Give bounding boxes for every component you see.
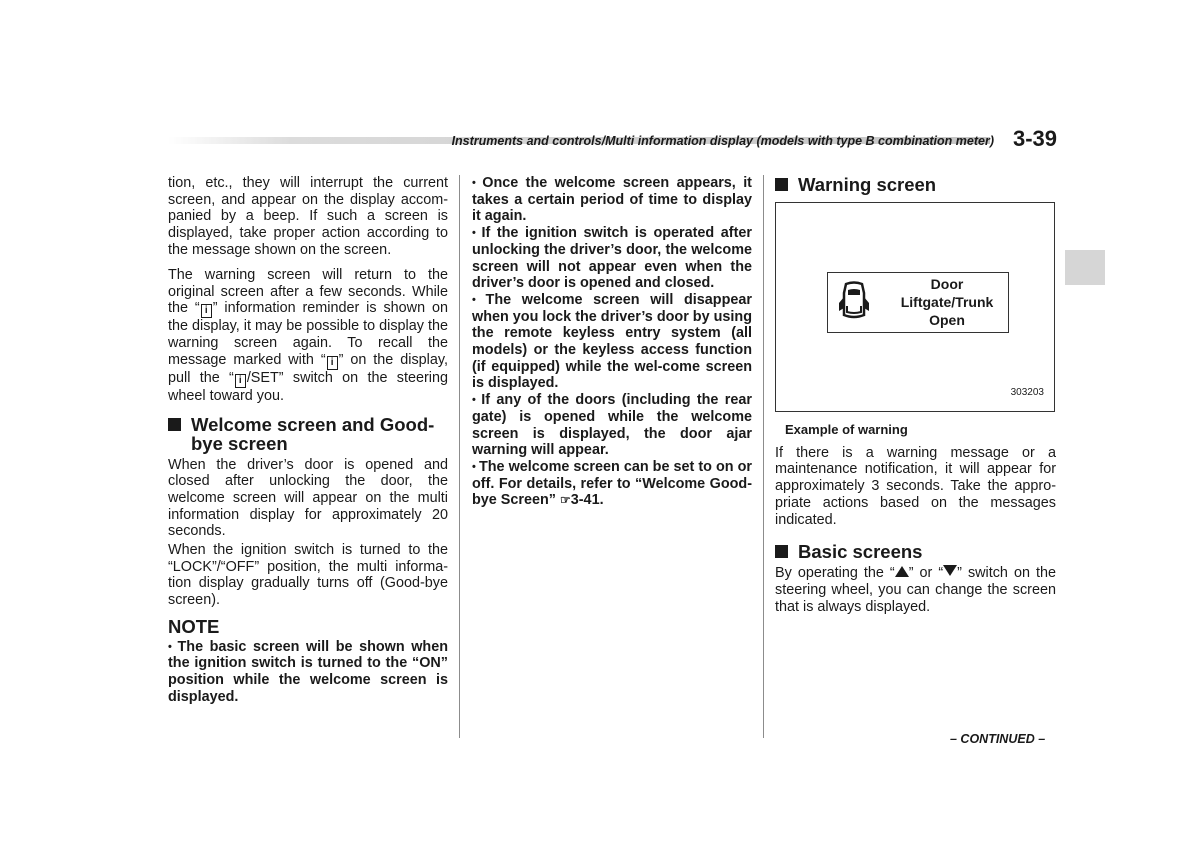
- page-reference-icon: ☞: [560, 493, 571, 508]
- section-heading-warning: [775, 175, 1056, 194]
- column-divider: [763, 175, 764, 738]
- warning-line: Open: [929, 312, 965, 328]
- text-run: ” switch on the steering wheel, you can change the screen that is always displayed.: [775, 565, 1056, 615]
- text-run: The warning screen will return to the original screen after a few seconds. While the “: [168, 267, 448, 317]
- page-number: 3-39: [1013, 126, 1058, 151]
- warning-message-text: [882, 275, 1012, 329]
- note-item: • The welcome screen will disappear when you lock the driver’s door by using the remote keyless entry system (all models) or the keyless access function (if equipped) while the wel-come screen is displayed.: [472, 292, 752, 392]
- paragraph: [168, 267, 448, 405]
- text-run: /SET” switch on the steering wheel toward you.: [168, 369, 448, 404]
- up-arrow-icon: [895, 566, 909, 577]
- page-reference: 3-41.: [570, 492, 604, 509]
- info-icon: i: [201, 304, 212, 318]
- info-icon: i: [327, 356, 338, 370]
- warning-message-box: [827, 272, 1009, 333]
- paragraph: When the ignition switch is turned to the “LOCK”/“OFF” position, the multi informa-tion display gradually turns off (Good-bye screen).: [168, 542, 448, 609]
- column-middle: [472, 175, 752, 509]
- figure-code: 303203: [1010, 387, 1044, 399]
- section-heading-welcome: [168, 415, 448, 453]
- note-item: • If any of the doors (including the rear gate) is opened while the welcome screen is displayed, the door ajar warning will appear.: [472, 392, 752, 459]
- heading-text: Welcome screen and Good-bye screen: [191, 413, 435, 454]
- down-arrow-icon: [943, 565, 957, 576]
- figure-caption: Example of warning: [785, 422, 908, 437]
- note-item: • The basic screen will be shown when the ignition switch is turned to the “ON” position while the welcome screen is displayed.: [168, 639, 448, 706]
- heading-text: Warning screen: [798, 174, 937, 195]
- square-bullet-icon: [775, 545, 788, 558]
- note-item: [472, 459, 752, 509]
- running-head: Instruments and controls/Multi information display (models with type B combination meter): [451, 134, 994, 148]
- column-divider: [459, 175, 460, 738]
- note-heading: NOTE: [168, 615, 220, 637]
- square-bullet-icon: [775, 178, 788, 191]
- text-run: The welcome screen can be set to on or off. For details, refer to “Welcome Good-bye Screen”: [472, 458, 752, 509]
- column-left: [168, 175, 448, 705]
- text-run: ” information reminder is shown on the display, it may be possible to display the warning screen again. To recall the message marked with “: [168, 300, 448, 368]
- warning-screen-figure: [775, 202, 1055, 412]
- text-run: ” or “: [908, 565, 944, 582]
- paragraph: [775, 565, 1056, 615]
- square-bullet-icon: [168, 418, 181, 431]
- note-item: • If the ignition switch is operated after unlocking the driver’s door, the welcome screen will not appear even when the driver’s door is opened and closed.: [472, 225, 752, 292]
- car-door-open-icon: [838, 281, 870, 321]
- paragraph: tion, etc., they will interrupt the current screen, and appear on the display accom-panied by a beep. If such a screen is displayed, take proper action according to the message shown on the screen.: [168, 175, 448, 258]
- text-run: ” on the display, pull the “: [168, 351, 448, 386]
- note-item: • Once the welcome screen appears, it takes a certain period of time to display it again.: [472, 175, 752, 225]
- paragraph: When the driver’s door is opened and closed after unlocking the door, the welcome screen will appear on the multi information display for approximately 20 seconds.: [168, 456, 448, 540]
- text-run: By operating the “: [775, 565, 895, 582]
- warning-line: Door: [930, 276, 964, 292]
- continued-label: – CONTINUED –: [950, 732, 1046, 746]
- warning-line: Liftgate/Trunk: [900, 294, 994, 310]
- paragraph: If there is a warning message or a maintenance notification, it will appear for approximately 3 seconds. Take the appro-priate actions based on the messages indicated.: [775, 444, 1056, 528]
- info-icon: i: [235, 374, 246, 388]
- chapter-tab: [1065, 250, 1105, 285]
- column-right: [775, 175, 1056, 624]
- heading-text: Basic screens: [798, 541, 923, 563]
- section-heading-basic: [775, 542, 1056, 561]
